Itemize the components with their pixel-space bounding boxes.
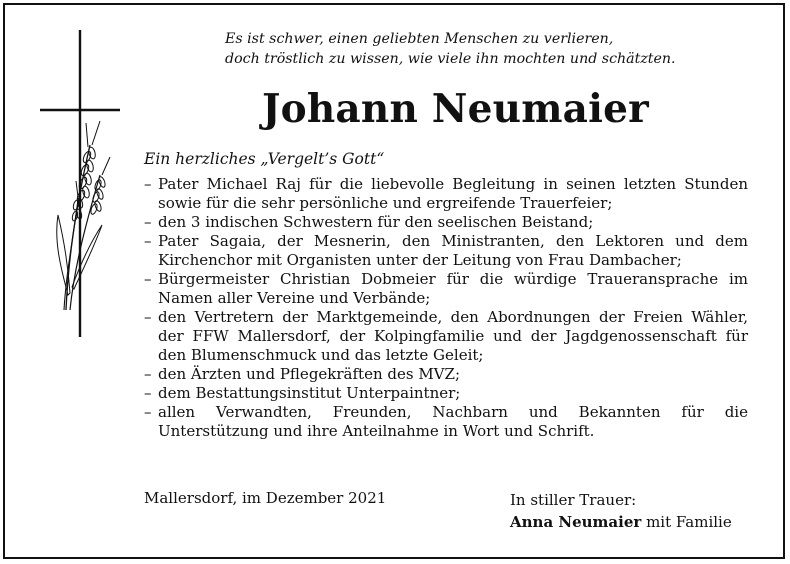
place-and-date: Mallersdorf, im Dezember 2021 (144, 489, 387, 507)
thanks-item: – den 3 indischen Schwestern für den seelischen Beistand; (144, 213, 748, 232)
quote-line-1: Es ist schwer, einen geliebten Menschen zu verlieren, (225, 31, 614, 47)
thanks-item: – Bürgermeister Christian Dobmeier für die würdige Traueransprache im Namen aller Vereine und Verbände; (144, 270, 748, 308)
thanks-intro: Ein herzliches „Vergelt’s Gott“ (144, 150, 385, 168)
thanks-item: – allen Verwandten, Freunden, Nachbarn und Bekannten für die Unterstützung und ihre Anteilnahme in Wort und Schrift. (144, 403, 748, 441)
signature-heading: In stiller Trauer: (510, 491, 637, 509)
thanks-item: – den Ärzten und Pflegekräften des MVZ; (144, 365, 748, 384)
signature-suffix: mit Familie (646, 513, 732, 531)
deceased-name: Johann Neumaier (262, 86, 649, 132)
signature-line (510, 511, 732, 533)
signature-name: Anna Neumaier (510, 513, 642, 531)
thanks-item: – Pater Sagaia, der Mesnerin, den Ministranten, den Lektoren und dem Kirchenchor mit Organisten unter der Leitung von Frau Dambacher; (144, 232, 748, 270)
quote-line-2: doch tröstlich zu wissen, wie viele ihn mochten und schätzten. (225, 50, 676, 67)
thanks-item: – den Vertretern der Marktgemeinde, den Abordnungen der Freien Wähler, der FFW Mallersdorf, der Kolpingfamilie und der Jagdgenossenschaft für den Blumenschmuck und das letzte Geleit; (144, 308, 748, 365)
thanks-list (144, 175, 748, 441)
signature-block (510, 489, 732, 533)
thanks-item: – Pater Michael Raj für die liebevolle Begleitung in seinen letzten Stunden sowie für die sehr persönliche und ergreifende Trauerfeier; (144, 175, 748, 213)
thanks-item: – dem Bestattungsinstitut Unterpaintner; (144, 384, 748, 403)
cross-with-wheat-icon (30, 25, 130, 345)
opening-quote (225, 30, 770, 69)
